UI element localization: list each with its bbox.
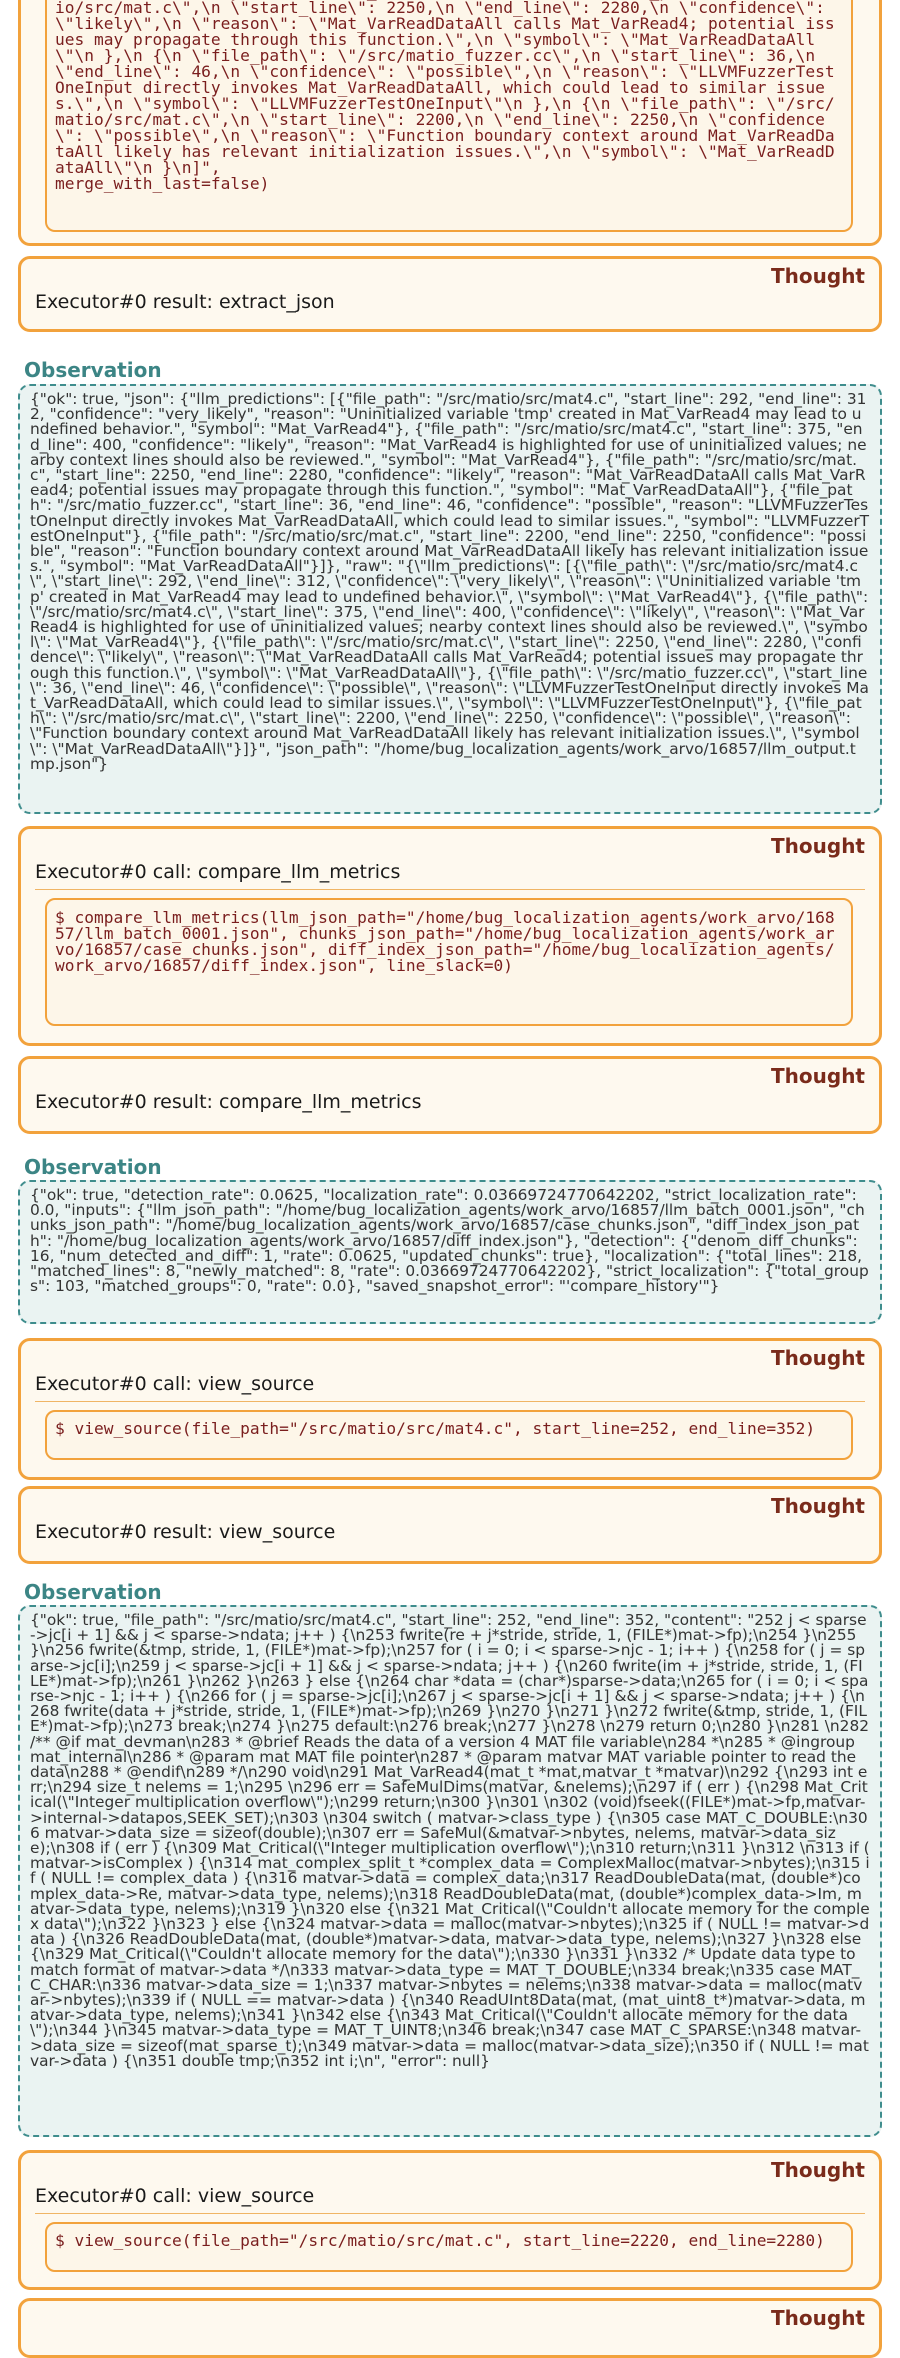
- observation-panel-extract-json: {"ok": true, "json": {"llm_predictions": [{"file_path": "/src/matio/src/mat4.c", "start_line": 292, "end_line": 312, "confidence": "very_likely", "reason": "Uninitialized variable 'tmp' created in Mat_VarRead4 may lead to undefined behavior.", "symbol": "Mat_VarRead4"}, {"file_path": "/src/matio/src/mat4.c", "start_line": 375, "end_line": 400, "confidence": "likely", "reason": "Mat_VarRead4 is highlighted for use of uninitialized values; nearby context lines should also be reviewed.", "symbol": "Mat_VarRead4"}, {"file_path": "/src/matio/src/mat.c", "start_line": 2250, "end_line": 2280, "confidence": "likely", "reason": "Mat_VarReadDataAll calls Mat_VarRead4; potential issues may propagate through this function.", "symbol": "Mat_VarReadDataAll"}, {"file_path": "/src/matio_fuzzer.cc", "start_line": 36, "end_line": 46, "confidence": "possible", "reason": "LLVMFuzzerTestOneInput directly invokes Mat_VarReadDataAll, which could lead to similar issues.", "symbol": "LLVMFuzzerTestOneInput"}, {"file_path": "/src/matio/src/mat.c", "start_line": 2200, "end_line": 2250, "confidence": "possible", "reason": "Function boundary context around Mat_VarReadDataAll likely has relevant initialization issues.", "symbol": "Mat_VarReadDataAll"}]}, "raw": "{\"llm_predictions\": [{\"file_path\": \"/src/matio/src/mat4.c\", \"start_line\": 292, \"end_line\": 312, \"confidence\": \"very_likely\", \"reason\": \"Uninitialized variable 'tmp' created in Mat_VarRead4 may lead to undefined behavior.\", \"symbol\": \"Mat_VarRead4\"}, {\"file_path\": \"/src/matio/src/mat4.c\", \"start_line\": 375, \"end_line\": 400, \"confidence\": \"likely\", \"reason\": \"Mat_VarRead4 is highlighted for use of uninitialized values; nearby context lines should also be reviewed.\", \"symbol\": \"Mat_VarRead4\"}, {\"file_path\": \"/src/matio/src/mat.c\", \"start_line\": 2250, \"end_line\": 2280, \"confidence\": \"likely\", \"reason\": \"Mat_VarReadDataAll calls Mat_VarRead4; potential issues may propagate through this function.\", \"symbol\": \"Mat_VarReadDataAll\"}, {\"file_path\": \"/src/matio_fuzzer.cc\", \"start_line\": 36, \"end_line\": 46, \"confidence\": \"possible\", \"reason\": \"LLVMFuzzerTestOneInput directly invokes Mat_VarReadDataAll, which could lead to similar issues.\", \"symbol\": \"LLVMFuzzerTestOneInput\"}, {\"file_path\": \"/src/matio/src/mat.c\", \"start_line\": 2200, \"end_line\": 2250, \"confidence\": \"possible\", \"reason\": \"Function boundary context around Mat_VarReadDataAll likely has relevant initialization issues.\", \"symbol\": \"Mat_VarReadDataAll\"}]}", "json_path": "/home/bug_localization_agents/work_arvo/16857/llm_output.tmp.json"}: [18, 384, 882, 814]
- executor-result-line: Executor#0 result: compare_llm_metrics: [35, 1091, 422, 1113]
- thought-label: Thought: [771, 2158, 865, 2182]
- thought-label: Thought: [771, 1064, 865, 1088]
- observation-title: Observation: [24, 358, 162, 382]
- observation-title: Observation: [24, 1155, 162, 1179]
- thought-panel-call-view-source-mat: [18, 2150, 882, 2290]
- executor-result-line: Executor#0 result: view_source: [35, 1521, 336, 1543]
- thought-label: Thought: [771, 2306, 865, 2330]
- thought-panel-result-view-source: [18, 1486, 882, 1564]
- observation-panel-compare-llm-metrics: {"ok": true, "detection_rate": 0.0625, "localization_rate": 0.03669724770642202, "strict_localization_rate": 0.0, "inputs": {"llm_json_path": "/home/bug_localization_agents/work_arvo/16857/llm_batch_0001.json", "chunks_json_path": "/home/bug_localization_agents/work_arvo/16857/case_chunks.json", "diff_index_json_path": "/home/bug_localization_agents/work_arvo/16857/diff_index.json"}, "detection": {"denom_diff_chunks": 16, "num_detected_and_diff": 1, "rate": 0.0625, "updated_chunks": true}, "localization": {"total_lines": 218, "matched_lines": 8, "newly_matched": 8, "rate": 0.03669724770642202}, "strict_localization": {"total_groups": 103, "matched_groups": 0, "rate": 0.0}, "saved_snapshot_error": "'compare_history'"}: [18, 1180, 882, 1324]
- executor-result-line: Executor#0 result: extract_json: [35, 291, 335, 313]
- thought-panel-top: [18, 0, 882, 246]
- thought-panel-call-view-source-mat4: [18, 1338, 882, 1480]
- executor-call-line: Executor#0 call: compare_llm_metrics: [35, 859, 865, 890]
- thought-panel-bottom: [18, 2298, 882, 2358]
- thought-label: Thought: [771, 1346, 865, 1370]
- thought-label: Thought: [771, 264, 865, 288]
- command-code-block: $ compare_llm_metrics(llm_json_path="/home/bug_localization_agents/work_arvo/16857/llm_batch_0001.json", chunks_json_path="/home/bug_localization_agents/work_arvo/16857/case_chunks.json", diff_index_json_path="/home/bug_localization_agents/work_arvo/16857/diff_index.json", line_slack=0): [45, 898, 853, 1026]
- thought-panel-result-compare-llm-metrics: [18, 1056, 882, 1134]
- thought-label: Thought: [771, 834, 865, 858]
- executor-call-line: Executor#0 call: view_source: [35, 2183, 865, 2214]
- observation-title: Observation: [24, 1580, 162, 1604]
- thought-label: Thought: [771, 1494, 865, 1518]
- thought-panel-result-extract-json: [18, 256, 882, 332]
- thought-panel-call-compare-llm-metrics: [18, 826, 882, 1046]
- executor-call-line: Executor#0 call: view_source: [35, 1371, 865, 1402]
- command-code-block: io/src/mat.c\",\n \"start_line\": 2250,\n \"end_line\": 2280,\n \"confidence\": \"likely\",\n \"reason\": \"Mat_VarReadDataAll calls Mat_VarRead4; potential issues may propagate through this function.\",\n \"symbol\": \"Mat_VarReadDataAll\"\n },\n {\n \"file_path\": \"/src/matio_fuzzer.cc\",\n \"start_line\": 36,\n \"end_line\": 46,\n \"confidence\": \"possible\",\n \"reason\": \"LLVMFuzzerTestOneInput directly invokes Mat_VarReadDataAll, which could lead to similar issues.\",\n \"symbol\": \"LLVMFuzzerTestOneInput\"\n },\n {\n \"file_path\": \"/src/matio/src/mat.c\",\n \"start_line\": 2200,\n \"end_line\": 2250,\n \"confidence\": \"possible\",\n \"reason\": \"Function boundary context around Mat_VarReadDataAll likely has relevant initialization issues.\",\n \"symbol\": \"Mat_VarReadDataAll\"\n }\n]", merge_with_last=false): [45, 0, 853, 232]
- command-code-block: $ view_source(file_path="/src/matio/src/mat4.c", start_line=252, end_line=352): [45, 1410, 853, 1460]
- command-code-block: $ view_source(file_path="/src/matio/src/mat.c", start_line=2220, end_line=2280): [45, 2222, 853, 2272]
- observation-panel-view-source: {"ok": true, "file_path": "/src/matio/src/mat4.c", "start_line": 252, "end_line": 352, "content": "252 j < sparse->jc[i + 1] && j < sparse->ndata; j++ ) {\n253 fwrite(re + j*stride, stride, 1, (FILE*)mat->fp);\n254 }\n255 }\n256 fwrite(&tmp, stride, 1, (FILE*)mat->fp);\n257 for ( i = 0; i < sparse->njc - 1; i++ ) {\n258 for ( j = sparse->jc[i];\n259 j < sparse->jc[i + 1] && j < sparse->ndata; j++ ) {\n260 fwrite(im + j*stride, stride, 1, (FILE*)mat->fp);\n261 }\n262 }\n263 } else {\n264 char *data = (char*)sparse->data;\n265 for ( i = 0; i < sparse->njc - 1; i++ ) {\n266 for ( j = sparse->jc[i];\n267 j < sparse->jc[i + 1] && j < sparse->ndata; j++ ) {\n268 fwrite(data + j*stride, stride, 1, (FILE*)mat->fp);\n269 }\n270 }\n271 }\n272 fwrite(&tmp, stride, 1, (FILE*)mat->fp);\n273 break;\n274 }\n275 default:\n276 break;\n277 }\n278 \n279 return 0;\n280 }\n281 \n282 /** @if mat_devman\n283 * @brief Reads the data of a version 4 MAT file variable\n284 *\n285 * @ingroup mat_internal\n286 * @param mat MAT file pointer\n287 * @param matvar MAT variable pointer to read the data\n288 * @endif\n289 */\n290 void\n291 Mat_VarRead4(mat_t *mat,matvar_t *matvar)\n292 {\n293 int err;\n294 size_t nelems = 1;\n295 \n296 err = SafeMulDims(matvar, &nelems);\n297 if ( err ) {\n298 Mat_Critical(\"Integer multiplication overflow\");\n299 return;\n300 }\n301 \n302 (void)fseek((FILE*)mat->fp,matvar->internal->datapos,SEEK_SET);\n303 \n304 switch ( matvar->class_type ) {\n305 case MAT_C_DOUBLE:\n306 matvar->data_size = sizeof(double);\n307 err = SafeMul(&matvar->nbytes, nelems, matvar->data_size);\n308 if ( err ) {\n309 Mat_Critical(\"Integer multiplication overflow\");\n310 return;\n311 }\n312 \n313 if ( matvar->isComplex ) {\n314 mat_complex_split_t *complex_data = ComplexMalloc(matvar->nbytes);\n315 if ( NULL != complex_data ) {\n316 matvar->data = complex_data;\n317 ReadDoubleData(mat, (double*)complex_data->Re, matvar->data_type, nelems);\n318 ReadDoubleData(mat, (double*)complex_data->Im, matvar->data_type, nelems);\n319 }\n320 else {\n321 Mat_Critical(\"Couldn't allocate memory for the complex data\");\n322 }\n323 } else {\n324 matvar->data = malloc(matvar->nbytes);\n325 if ( NULL != matvar->data ) {\n326 ReadDoubleData(mat, (double*)matvar->data, matvar->data_type, nelems);\n327 }\n328 else {\n329 Mat_Critical(\"Couldn't allocate memory for the data\");\n330 }\n331 }\n332 /* Update data type to match format of matvar->data */\n333 matvar->data_type = MAT_T_DOUBLE;\n334 break;\n335 case MAT_C_CHAR:\n336 matvar->data_size = 1;\n337 matvar->nbytes = nelems;\n338 matvar->data = malloc(matvar->nbytes);\n339 if ( NULL == matvar->data ) {\n340 ReadUInt8Data(mat, (mat_uint8_t*)matvar->data, matvar->data_type, nelems);\n341 }\n342 else {\n343 Mat_Critical(\"Couldn't allocate memory for the data\");\n344 }\n345 matvar->data_type = MAT_T_UINT8;\n346 break;\n347 case MAT_C_SPARSE:\n348 matvar->data_size = sizeof(mat_sparse_t);\n349 matvar->data = malloc(matvar->data_size);\n350 if ( NULL != matvar->data ) {\n351 double tmp;\n352 int i;\n", "error": null}: [18, 1605, 882, 2137]
